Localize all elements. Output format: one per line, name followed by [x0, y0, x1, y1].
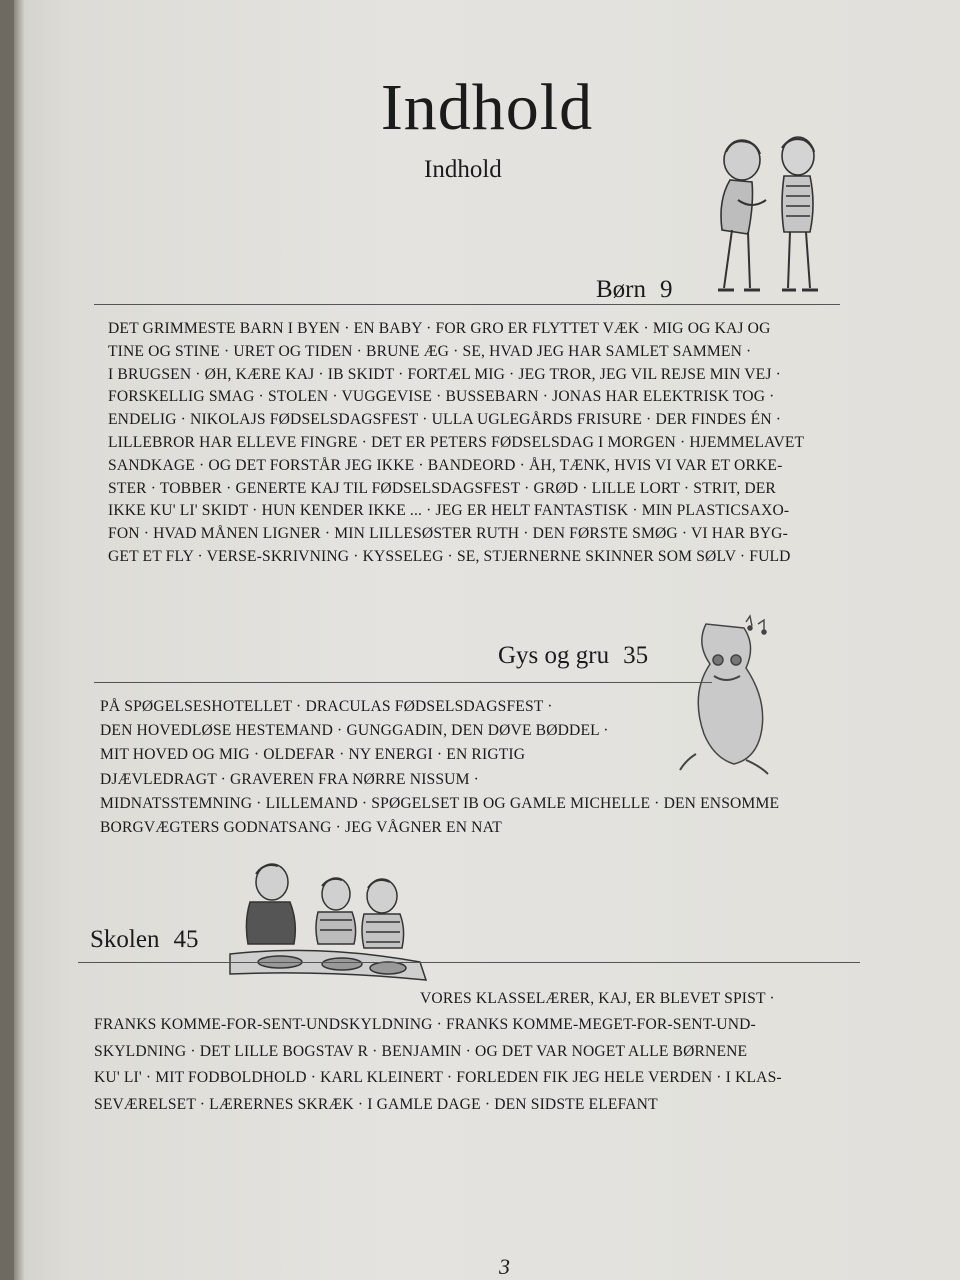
book-page [14, 0, 960, 1280]
schoolchildren-illustration [220, 858, 430, 990]
section-heading-born [596, 276, 673, 304]
entry-line: FRANKS KOMME-FOR-SENT-UNDSKYLDNING · FRANKS KOMME-MEGET-FOR-SENT-UND- [94, 1016, 756, 1034]
section-entries-born [108, 318, 804, 569]
entry-line: BORGVÆGTERS GODNATSANG · JEG VÅGNER EN NAT [100, 819, 502, 837]
entry-line: ENDELIG · NIKOLAJS FØDSELSDAGSFEST · ULLA UGLEGÅRDS FRISURE · DER FINDES ÉN · [108, 411, 782, 429]
section-page-number: 35 [623, 642, 649, 669]
entry-line: DEN HOVEDLØSE HESTEMAND · GUNGGADIN, DEN DØVE BØDDEL · [100, 722, 609, 740]
entry-line: DJÆVLEDRAGT · GRAVEREN FRA NØRRE NISSUM · [100, 770, 479, 788]
entry-line: FON · HVAD MÅNEN LIGNER · MIN LILLESØSTER RUTH · DEN FØRSTE SMØG · VI HAR BYG- [108, 525, 788, 543]
section-heading-gys-og-gru [498, 642, 648, 670]
page-number: 3 [499, 1254, 510, 1279]
section-page-number: 45 [173, 926, 199, 953]
section-divider [94, 304, 840, 305]
section-title: Gys og gru [498, 642, 610, 669]
entry-line: I BRUGSEN · ØH, KÆRE KAJ · IB SKIDT · FORTÆL MIG · JEG TROR, JEG VIL REJSE MIN VEJ · [108, 365, 781, 383]
section-divider [94, 682, 712, 683]
entry-line: SEVÆRELSET · LÆRERNES SKRÆK · I GAMLE DAGE · DEN SIDSTE ELEFANT [94, 1095, 658, 1113]
entry-line: GET ET FLY · VERSE-SKRIVNING · KYSSELEG · SE, STJERNERNE SKINNER SOM SØLV · FULD [108, 547, 791, 565]
two-boys-illustration [698, 130, 838, 308]
section-title: Skolen [90, 926, 160, 953]
entry-line: LILLEBROR HAR ELLEVE FINGRE · DET ER PETERS FØDSELSDAG I MORGEN · HJEMMELAVET [108, 433, 805, 451]
entry-line: VORES KLASSELÆRER, KAJ, ER BLEVET SPIST · [420, 990, 775, 1007]
entry-line: MIT HOVED OG MIG · OLDEFAR · NY ENERGI · EN RIGTIG [100, 746, 526, 764]
entry-line: PÅ SPØGELSESHOTELLET · DRACULAS FØDSELSDAGSFEST · [100, 698, 553, 715]
page-subtitle: Indhold [424, 156, 502, 183]
entry-line: SANDKAGE · OG DET FORSTÅR JEG IKKE · BANDEORD · ÅH, TÆNK, HVIS VI VAR ET ORKE- [108, 456, 783, 474]
page-title: Indhold [380, 71, 594, 144]
entry-line: STER · TOBBER · GENERTE KAJ TIL FØDSELSDAGSFEST · GRØD · LILLE LORT · STRIT, DER [108, 479, 776, 497]
section-entries-gys-og-gru [100, 695, 779, 840]
section-title: Børn [596, 276, 646, 303]
entry-line: SKYLDNING · DET LILLE BOGSTAV R · BENJAMIN · OG DET VAR NOGET ALLE BØRNENE [94, 1042, 748, 1060]
book-spine-shadow [14, 0, 24, 1280]
entry-line: MIDNATSSTEMNING · LILLEMAND · SPØGELSET IB OG GAMLE MICHELLE · DEN ENSOMME [100, 794, 780, 812]
entry-line: KU' LI' · MIT FODBOLDHOLD · KARL KLEINERT · FORLEDEN FIK JEG HELE VERDEN · I KLAS- [94, 1069, 782, 1087]
entry-line: IKKE KU' LI' SKIDT · HUN KENDER IKKE ... · JEG ER HELT FANTASTISK · MIN PLASTICSAXO- [108, 502, 790, 520]
section-divider [78, 962, 860, 963]
entry-line: TINE OG STINE · URET OG TIDEN · BRUNE ÆG · SE, HVAD JEG HAR SAMLET SAMMEN · [108, 342, 752, 360]
entry-line: FORSKELLIG SMAG · STOLEN · VUGGEVISE · BUSSEBARN · JONAS HAR ELEKTRISK TOG · [108, 388, 775, 406]
section-heading-skolen [90, 926, 198, 954]
section-page-number: 9 [660, 276, 673, 303]
entry-line: DET GRIMMESTE BARN I BYEN · EN BABY · FOR GRO ER FLYTTET VÆK · MIG OG KAJ OG [108, 320, 771, 337]
section-entries-skolen [94, 986, 782, 1118]
